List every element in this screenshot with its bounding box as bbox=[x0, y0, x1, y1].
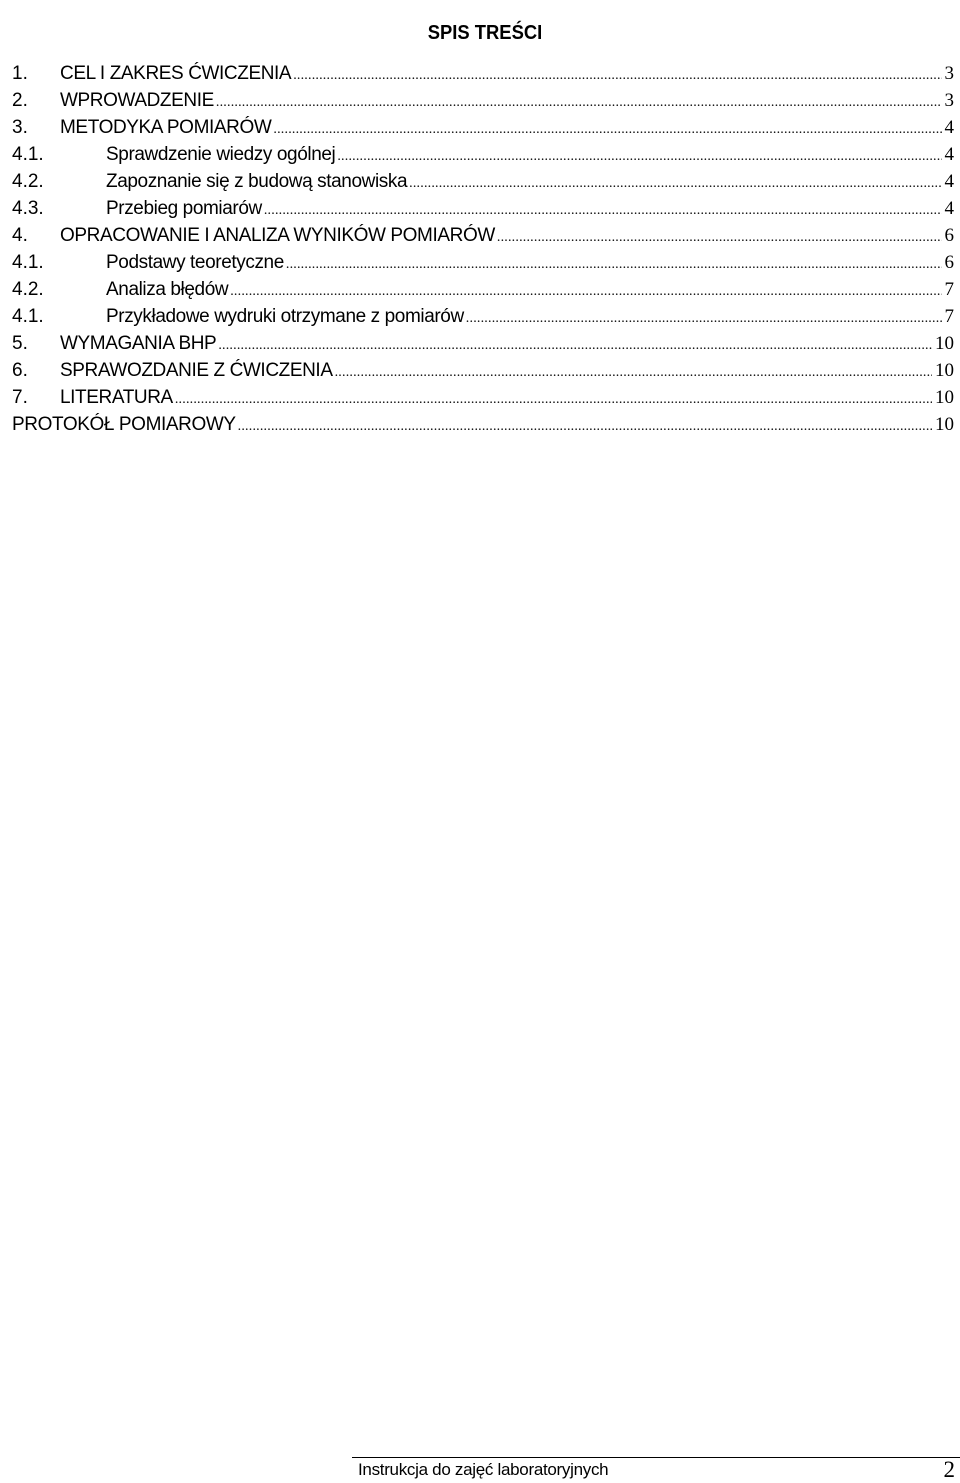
footer-text: Instrukcja do zajęć laboratoryjnych bbox=[358, 1460, 609, 1479]
toc-dot-leader bbox=[264, 197, 942, 224]
toc-entry-number: 2. bbox=[12, 90, 28, 111]
toc-entry-number: 4.1. bbox=[12, 306, 44, 327]
toc-entry-title: WYMAGANIA BHP bbox=[60, 333, 217, 354]
toc-entry[interactable] bbox=[12, 276, 954, 303]
toc-dot-leader bbox=[273, 116, 941, 143]
toc-entry-title: OPRACOWANIE I ANALIZA WYNIKÓW POMIARÓW bbox=[60, 225, 495, 246]
toc-entry[interactable] bbox=[12, 87, 954, 114]
toc-entry-title: CEL I ZAKRES ĆWICZENIA bbox=[60, 63, 292, 84]
toc-entry-page: 4 bbox=[944, 198, 954, 219]
toc-dot-leader bbox=[216, 89, 942, 116]
toc-entry[interactable] bbox=[12, 168, 954, 195]
toc-entry[interactable] bbox=[12, 114, 954, 141]
toc-entry-title: METODYKA POMIARÓW bbox=[60, 117, 272, 138]
toc-title: SPIS TREŚCI bbox=[427, 22, 543, 44]
toc-entry-page: 7 bbox=[944, 279, 954, 300]
toc-entry[interactable] bbox=[12, 357, 954, 384]
toc-entry[interactable] bbox=[12, 330, 954, 357]
toc-entry-number: 5. bbox=[12, 333, 28, 354]
toc-entry-number: 1. bbox=[12, 63, 28, 84]
toc-dot-leader bbox=[409, 170, 941, 197]
toc-dot-leader bbox=[175, 386, 932, 413]
toc-entry-page: 6 bbox=[944, 225, 954, 246]
toc-entry-title: Sprawdzenie wiedzy ogólnej bbox=[106, 144, 336, 165]
toc-entry-page: 3 bbox=[944, 90, 954, 111]
toc-entry-page: 10 bbox=[935, 360, 954, 381]
toc-entry[interactable] bbox=[12, 195, 954, 222]
toc-dot-leader bbox=[335, 359, 932, 386]
toc-entry-title: Podstawy teoretyczne bbox=[106, 252, 284, 273]
toc-entry-page: 10 bbox=[935, 414, 954, 435]
toc-dot-leader bbox=[337, 143, 941, 170]
toc-entry-title: Analiza błędów bbox=[106, 279, 229, 300]
page-number: 2 bbox=[943, 1457, 955, 1482]
toc-entry-title: LITERATURA bbox=[60, 387, 173, 408]
toc-dot-leader bbox=[466, 305, 942, 332]
toc-entry-title: Zapoznanie się z budową stanowiska bbox=[106, 171, 408, 192]
toc-entry[interactable] bbox=[12, 60, 954, 87]
toc-entry[interactable] bbox=[12, 303, 954, 330]
toc-entry-page: 6 bbox=[944, 252, 954, 273]
toc-entry[interactable] bbox=[12, 249, 954, 276]
toc-entry-number: 4.1. bbox=[12, 144, 44, 165]
toc-entry-number: 4.2. bbox=[12, 279, 44, 300]
toc-entry-number: 6. bbox=[12, 360, 28, 381]
toc-entry-page: 4 bbox=[944, 117, 954, 138]
toc-dot-leader bbox=[218, 332, 932, 359]
toc-entry-page: 10 bbox=[935, 387, 954, 408]
toc-entry-title: Przykładowe wydruki otrzymane z pomiarów bbox=[106, 306, 464, 327]
toc-entry-page: 10 bbox=[935, 333, 954, 354]
toc-entry-number: 4.3. bbox=[12, 198, 44, 219]
toc-entry-page: 7 bbox=[944, 306, 954, 327]
toc-dot-leader bbox=[238, 413, 932, 440]
toc-entry-title: WPROWADZENIE bbox=[60, 90, 214, 111]
toc-dot-leader bbox=[497, 224, 942, 251]
toc-entry[interactable] bbox=[12, 222, 954, 249]
toc-dot-leader bbox=[286, 251, 942, 278]
toc-entry[interactable] bbox=[12, 141, 954, 168]
toc-entry-title: PROTOKÓŁ POMIAROWY bbox=[12, 414, 236, 435]
toc-entry-page: 3 bbox=[944, 63, 954, 84]
toc-entry-number: 4.1. bbox=[12, 252, 44, 273]
toc-entry-number: 7. bbox=[12, 387, 28, 408]
toc-entry-number: 3. bbox=[12, 117, 28, 138]
toc-entry-number: 4. bbox=[12, 225, 28, 246]
toc-dot-leader bbox=[230, 278, 941, 305]
toc-entry-title: Przebieg pomiarów bbox=[106, 198, 262, 219]
toc-entry-page: 4 bbox=[944, 171, 954, 192]
toc-entry-page: 4 bbox=[944, 144, 954, 165]
toc-dot-leader bbox=[293, 62, 941, 89]
toc-entry-number: 4.2. bbox=[12, 171, 44, 192]
toc-entry[interactable] bbox=[12, 384, 954, 411]
footer-divider bbox=[352, 1457, 960, 1458]
toc-entry-title: SPRAWOZDANIE Z ĆWICZENIA bbox=[60, 360, 333, 381]
toc-entry[interactable] bbox=[12, 411, 954, 438]
table-of-contents bbox=[12, 60, 954, 438]
